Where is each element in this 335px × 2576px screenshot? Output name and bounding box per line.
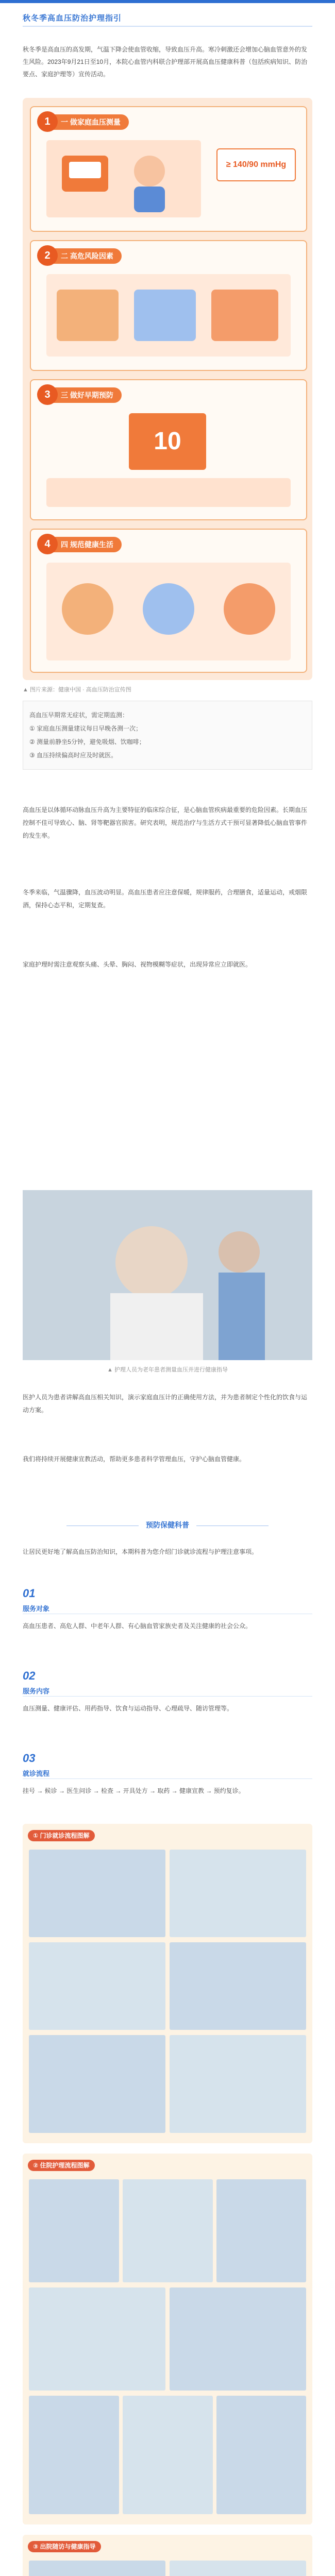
process-photo	[170, 2561, 306, 2576]
process-panel-3	[23, 2535, 312, 2576]
infographic-caption: ▲ 图片来源：健康中国 · 高血压防治宣传图	[23, 687, 131, 693]
sub-text: 高血压患者、高危人群、中老年人群、有心脑血管家族史者及关注健康的社会公众。	[23, 1622, 252, 1630]
sub-text: 挂号 → 候诊 → 医生问诊 → 检查 → 开具处方 → 取药 → 健康宣教 → 预约复诊。	[23, 1787, 245, 1794]
quote-line: ③ 血压持续偏高时应及时就医。	[29, 752, 118, 759]
process-photo	[29, 2035, 165, 2133]
photo-illustration	[23, 1190, 312, 1360]
hypertension-infographic	[23, 98, 312, 680]
process-label: ① 门诊就诊流程图解	[28, 1830, 95, 1841]
sub-text: 血压测量、健康评估、用药指导、饮食与运动指导、心理疏导、随访管理等。	[23, 1705, 233, 1712]
sub-heading: 服务对象	[23, 1605, 50, 1613]
quote-line: 高血压早期常无症状，需定期监测：	[29, 711, 129, 719]
photo-caption: ▲ 护理人员为老年患者测量血压并进行健康指导	[107, 1367, 228, 1373]
info-card-1-title: 1 一 做家庭血压测量	[39, 114, 129, 130]
sub-divider	[23, 1778, 312, 1779]
top-accent-bar	[0, 0, 335, 3]
process-panel-1	[23, 1824, 312, 2143]
process-photo	[170, 2287, 306, 2391]
process-label: ② 住院护理流程图解	[28, 2160, 95, 2171]
process-photo	[29, 1850, 165, 1937]
process-photo	[170, 1850, 306, 1937]
body-paragraph: 医护人员为患者讲解高血压相关知识，演示家庭血压计的正确使用方法，并为患者制定个性化的饮食与运动方案。	[23, 1394, 308, 1414]
process-panel-2	[23, 2154, 312, 2524]
section-intro: 让居民更好地了解高血压防治知识，本期科普为您介绍门诊就诊流程与护理注意事项。	[23, 1548, 258, 1555]
article-intro: 秋冬季是高血压的高发期，气温下降会使血管收缩，导致血压升高。寒冷刺激还会增加心脑血管意外的发生风险。2023年9月21日至10月，本院心血管内科联合护理部开展高血压健康科普（包括疾病知识、防治要点、家庭护理等）宣传活动。	[23, 46, 308, 78]
body-paragraph: 我们将持续开展健康宣教活动，帮助更多患者科学管理血压，守护心脑血管健康。	[23, 1455, 246, 1463]
body-paragraph: 高血压是以体循环动脉血压升高为主要特征的临床综合征，是心脑血管疾病最重要的危险因素。长期血压控制不佳可导致心、脑、肾等靶器官损害。研究表明，规范治疗与生活方式干预可显著降低心脑血管事件的发生率。	[23, 806, 308, 839]
bp-threshold-label: ≥ 140/90 mmHg	[216, 148, 296, 181]
lifestyle-illustration	[46, 563, 291, 660]
bp-monitor-icon	[46, 140, 201, 217]
process-photo	[29, 2561, 165, 2576]
process-photo	[29, 2287, 165, 2391]
article-title: 秋冬季高血压防治护理指引	[23, 14, 122, 23]
tips-quote-box	[23, 701, 312, 770]
section-title: 预防保健科普	[0, 1520, 335, 1530]
prevention-tips-strip	[46, 478, 291, 507]
body-paragraph: 家庭护理时需注意观察头痛、头晕、胸闷、视物模糊等症状，出现异常应立即就医。	[23, 961, 252, 968]
sub-number: 02	[23, 1669, 36, 1682]
process-photo	[123, 2396, 213, 2514]
process-photo	[29, 2396, 119, 2514]
prevention-number: 10	[129, 413, 206, 470]
info-card-1	[30, 106, 307, 232]
process-photo	[170, 2035, 306, 2133]
sub-number: 01	[23, 1587, 36, 1600]
process-photo	[170, 1942, 306, 2030]
risk-factor-icons	[46, 274, 291, 357]
info-card-4-title: 4 四 规范健康生活	[39, 537, 122, 552]
lifestyle-icons	[46, 563, 291, 660]
sub-heading: 就诊流程	[23, 1770, 50, 1777]
sub-divider	[23, 1696, 312, 1697]
quote-line: ② 测量前静坐5分钟，避免吸烟、饮咖啡；	[29, 738, 145, 745]
process-photo	[216, 2179, 306, 2282]
info-card-2-title: 2 二 高危风险因素	[39, 248, 122, 264]
risk-factors-illustration	[46, 274, 291, 357]
info-card-4	[30, 529, 307, 673]
process-label: ③ 出院随访与健康指导	[28, 2541, 101, 2552]
process-photo	[29, 2179, 119, 2282]
info-card-3	[30, 379, 307, 520]
process-photo	[29, 1942, 165, 2030]
process-photo	[123, 2179, 213, 2282]
nurse-patient-photo	[23, 1190, 312, 1360]
process-photo	[216, 2396, 306, 2514]
sub-number: 03	[23, 1752, 36, 1765]
title-divider	[23, 26, 312, 27]
bp-measure-illustration	[46, 140, 201, 217]
sub-heading: 服务内容	[23, 1687, 50, 1695]
body-paragraph: 冬季来临，气温骤降，血压波动明显。高血压患者应注意保暖，规律服药，合理膳食，适量运动，戒烟限酒，保持心态平和，定期复查。	[23, 889, 308, 909]
quote-line: ① 家庭血压测量建议每日早晚各测一次；	[29, 725, 142, 732]
info-card-3-title: 3 三 做好早期预防	[39, 387, 122, 403]
info-card-2	[30, 240, 307, 371]
